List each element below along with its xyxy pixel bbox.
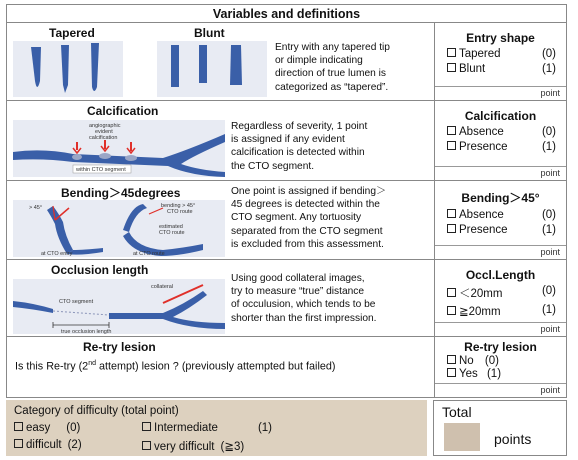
- option-blunt[interactable]: Blunt (1): [447, 63, 566, 75]
- bend-point-label: point: [540, 247, 560, 257]
- checkbox-very-difficult[interactable]: [142, 441, 151, 450]
- illus-bend-text-1: > 45°: [29, 205, 43, 211]
- points-unit-label: points: [494, 431, 532, 447]
- retry-question: Is this Re-try (2nd attempt) lesion ? (previously attempted but failed): [15, 360, 336, 373]
- checkbox-occl-ge20[interactable]: [447, 306, 456, 315]
- illus-calc-text-2: evident: [95, 129, 113, 135]
- row-occlusion-length: [7, 260, 566, 337]
- occl-left: [7, 260, 435, 336]
- checkbox-retry-yes[interactable]: [447, 368, 456, 377]
- label-blunt: Blunt: [194, 26, 225, 40]
- illus-occl-text-2: CTO segment: [59, 299, 94, 305]
- calc-description: Regardless of severity, 1 point is assigned if any evident calcification is detected within the CTO segment.: [231, 121, 368, 172]
- illus-bend-text-2: bending > 45°: [161, 203, 196, 209]
- total-label: Total: [442, 404, 472, 420]
- scoring-table: [6, 4, 567, 398]
- checkbox-calc-absence[interactable]: [447, 126, 456, 135]
- label-occlusion-length: Occlusion length: [51, 263, 149, 277]
- category-difficult[interactable]: difficult (2): [14, 439, 82, 451]
- tapered-vessels-svg: [13, 41, 123, 97]
- checkbox-calc-presence[interactable]: [447, 141, 456, 150]
- retry-point-label: point: [540, 385, 560, 395]
- label-bending: Bending＞45degrees: [61, 186, 181, 200]
- occlusion-length-heading: Occl.Length: [465, 268, 536, 282]
- label-retry-lesion: Re-try lesion: [83, 340, 156, 354]
- option-occl-lt20[interactable]: ＜20mm (0): [447, 285, 566, 301]
- occl-score: [435, 260, 566, 336]
- retry-left: [7, 337, 435, 397]
- option-retry-yes[interactable]: Yes (1): [447, 368, 566, 380]
- occl-point-label: point: [540, 324, 560, 334]
- checkbox-tapered[interactable]: [447, 48, 456, 57]
- bend-left: [7, 181, 435, 259]
- illus-bend-text-4: estimated: [159, 224, 183, 230]
- entry-left: [7, 23, 435, 100]
- checkbox-difficult[interactable]: [14, 439, 23, 448]
- option-bend-presence[interactable]: Presence (1): [447, 224, 566, 236]
- checkbox-retry-no[interactable]: [447, 355, 456, 364]
- calc-score: [435, 101, 566, 180]
- bending-illustration: [13, 200, 225, 257]
- tapered-illustration: [13, 41, 123, 97]
- calc-point-label: point: [540, 168, 560, 178]
- checkbox-blunt[interactable]: [447, 63, 456, 72]
- entry-point-label: point: [540, 88, 560, 98]
- option-bend-absence[interactable]: Absence (0): [447, 209, 566, 221]
- category-title: Category of difficulty (total point): [14, 405, 179, 417]
- illus-calc-text-1: angiographic: [89, 123, 121, 129]
- label-tapered: Tapered: [49, 26, 95, 40]
- occlusion-svg: [13, 279, 225, 334]
- row-calcification: [7, 101, 566, 181]
- illus-occl-text-3: true occlusion length: [61, 329, 112, 334]
- illus-bend-text-7: at CTO route: [133, 251, 165, 257]
- checkbox-easy[interactable]: [14, 422, 23, 431]
- illus-bend-text-6: at CTO entry: [41, 251, 73, 257]
- entry-description: Entry with any tapered tip or dimple indicating direction of true lumen is categorized as “tapered”.: [275, 42, 390, 93]
- row-retry-lesion: [7, 337, 566, 397]
- blunt-vessels-svg: [157, 41, 267, 97]
- illus-calc-text-3: calcification: [89, 135, 118, 141]
- calc-left: [7, 101, 435, 180]
- occl-description: Using good collateral images, try to measure “true” distance of occulusion, which tends to be shorter than the first impression.: [231, 273, 377, 324]
- option-calc-absence[interactable]: Absence (0): [447, 126, 566, 138]
- checkbox-intermediate[interactable]: [142, 422, 151, 431]
- illus-bend-text-3: CTO route: [167, 209, 193, 215]
- total-box: [433, 400, 567, 456]
- entry-score: [435, 23, 566, 100]
- category-easy[interactable]: easy (0): [14, 422, 80, 434]
- bending-svg: [13, 200, 225, 257]
- bending-heading: Bending＞45°: [461, 191, 540, 205]
- retry-heading: Re-try lesion: [464, 340, 537, 354]
- calcification-svg: [13, 120, 225, 177]
- checkbox-bend-presence[interactable]: [447, 224, 456, 233]
- bend-description: One point is assigned if bending＞ 45 degrees is detected within the CTO segment. Any tortuosity separated from the CTO segment is excluded from this assessment.: [231, 186, 387, 250]
- calcification-heading: Calcification: [464, 109, 537, 123]
- illus-calc-text-4: within CTO segment: [76, 167, 126, 173]
- category-intermediate[interactable]: Intermediate (1): [142, 422, 272, 434]
- calcification-illustration: [13, 120, 225, 177]
- occlusion-illustration: [13, 279, 225, 334]
- checkbox-bend-absence[interactable]: [447, 209, 456, 218]
- illus-bend-text-5: CTO route: [159, 230, 185, 236]
- retry-score: [435, 337, 566, 397]
- bend-score: [435, 181, 566, 259]
- option-tapered[interactable]: Tapered (0): [447, 48, 566, 60]
- row-entry-shape: [7, 23, 566, 101]
- checkbox-occl-lt20[interactable]: [447, 288, 456, 297]
- option-calc-presence[interactable]: Presence (1): [447, 141, 566, 153]
- option-occl-ge20[interactable]: ≧20mm (1): [447, 304, 566, 318]
- entry-shape-heading: Entry shape: [466, 31, 535, 45]
- option-retry-no[interactable]: No (0): [447, 355, 566, 367]
- category-very-difficult[interactable]: very difficult (≧3): [142, 439, 244, 453]
- blunt-illustration: [157, 41, 267, 97]
- table-title: Variables and definitions: [7, 5, 566, 23]
- row-bending: [7, 181, 566, 260]
- label-calcification: Calcification: [87, 104, 159, 118]
- total-input-field[interactable]: [444, 423, 480, 451]
- illus-occl-text-1: collateral: [151, 284, 174, 290]
- category-of-difficulty: [6, 400, 427, 456]
